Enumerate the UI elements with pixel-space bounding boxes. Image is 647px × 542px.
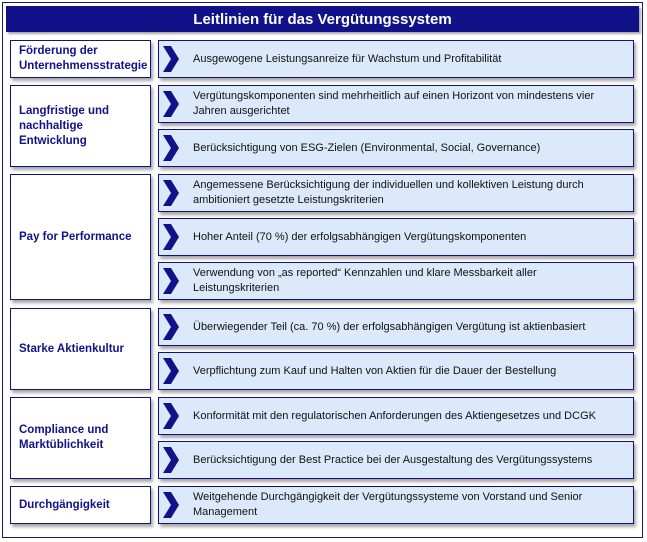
item-text: Verpflichtung zum Kauf und Halten von Aktien für die Dauer der Bestellung xyxy=(193,364,557,377)
group-label-consistency: Durchgängigkeit xyxy=(10,486,151,524)
chevron-icon xyxy=(163,263,185,299)
item-compliance-1 xyxy=(158,397,634,435)
group-label-performance: Pay for Performance xyxy=(10,174,151,300)
item-text: Konformität mit den regulatorischen Anforderungen des Aktiengesetzes und DCGK xyxy=(193,409,596,422)
group-label-strategy: Förderung der Unternehmensstrategie xyxy=(10,40,151,78)
chevron-icon xyxy=(163,487,185,523)
item-stock-2 xyxy=(158,352,634,390)
item-performance-3 xyxy=(158,262,634,300)
item-text: Verwendung von „as reported“ Kennzahlen und klare Messbarkeit aller Leistungskriterien xyxy=(193,267,537,294)
item-text: Überwiegender Teil (ca. 70 %) der erfolgsabhängigen Vergütung ist aktienbasiert xyxy=(193,320,586,333)
group-label-compliance: Compliance und Marktüblichkeit xyxy=(10,397,151,479)
item-longterm-2 xyxy=(158,129,634,167)
item-stock-1 xyxy=(158,308,634,346)
item-text: Weitgehende Durchgängigkeit der Vergütungssysteme von Vorstand und Senior Management xyxy=(193,491,583,518)
chevron-icon xyxy=(163,442,185,478)
chevron-icon xyxy=(163,309,185,345)
chevron-icon xyxy=(163,130,185,166)
chevron-icon xyxy=(163,86,185,122)
group-label-stock-culture: Starke Aktienkultur xyxy=(10,308,151,390)
item-compliance-2 xyxy=(158,441,634,479)
group-label-longterm: Langfristige und nachhaltige Entwicklung xyxy=(10,85,151,167)
chevron-icon xyxy=(163,398,185,434)
diagram-title: Leitlinien für das Vergütungssystem xyxy=(6,6,639,32)
item-text: Vergütungskomponenten sind mehrheitlich auf einen Horizont von mindestens vier Jahren ausgerichtet xyxy=(193,90,595,117)
chevron-icon xyxy=(163,175,185,211)
chevron-icon xyxy=(163,353,185,389)
chevron-icon xyxy=(163,41,185,77)
item-text: Berücksichtigung der Best Practice bei der Ausgestaltung des Vergütungssystems xyxy=(193,453,593,466)
chevron-icon xyxy=(163,219,185,255)
item-performance-1 xyxy=(158,174,634,212)
item-longterm-1 xyxy=(158,85,634,123)
item-strategy-1 xyxy=(158,40,634,78)
item-text: Ausgewogene Leistungsanreize für Wachstum und Profitabilität xyxy=(193,52,502,65)
item-text: Berücksichtigung von ESG-Zielen (Environmental, Social, Governance) xyxy=(193,141,541,154)
item-text: Hoher Anteil (70 %) der erfolgsabhängigen Vergütungskomponenten xyxy=(193,230,527,243)
item-performance-2 xyxy=(158,218,634,256)
item-consistency-1 xyxy=(158,486,634,524)
item-text: Angemessene Berücksichtigung der individuellen und kollektiven Leistung durch ambitioniert gesetzte Leistungskriterien xyxy=(193,179,584,206)
